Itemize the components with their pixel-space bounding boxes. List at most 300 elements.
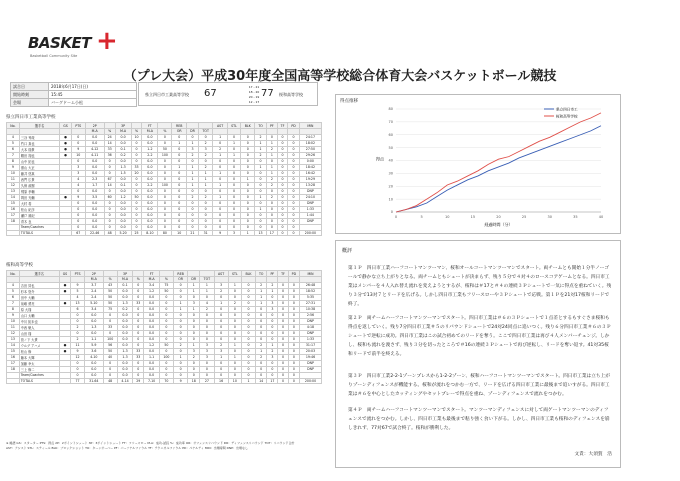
table-cell: 0 xyxy=(131,218,142,224)
column-header: 選手名 xyxy=(19,271,59,277)
table-cell: 0 xyxy=(133,342,144,348)
table-cell: 0 xyxy=(133,318,144,324)
table-cell: 20 xyxy=(131,170,142,176)
table-cell: 0 xyxy=(172,158,187,164)
table-cell: 0 xyxy=(278,372,288,378)
table-cell: 0 xyxy=(267,324,278,330)
table-cell: 0 xyxy=(242,324,256,330)
table-cell: 3 xyxy=(198,146,213,152)
table-cell: 中西 魁人 xyxy=(19,324,59,330)
table-cell: 0 xyxy=(158,188,172,194)
table-cell: 0 xyxy=(188,336,200,342)
table-cell: 29 xyxy=(133,378,144,384)
table-cell: 1 xyxy=(228,282,241,288)
summary-paragraph: 第２Ｐ 両チームハーフコートマンツーマンでスタート。四日市工業は＃６の３Ｐシュートで１点差とするもすぐさま桜和も得点を返していく。残り7分四日市工業＃５のリバウンドシュートで24対24同点に追いつく。残り６分四日市工業＃６の３Ｐシュートで逆転に成功。四日市工業はこの試合初めてのリードを奪う。ここで四日市工業は再び４人メンバーチェンジ。しかし、桜和も流れを渡さず、残り３分を切ったところで＃16の連続３Ｐシュートで再び逆転し、リードを奪い返す。41対35桜和リードで前半を終える。 xyxy=(348,316,611,357)
table-cell: 0 xyxy=(187,134,199,140)
table-cell: 0-0 xyxy=(117,372,133,378)
table-cell: 15 xyxy=(7,348,20,354)
table-cell: 1 xyxy=(213,194,227,200)
table-cell: 3 xyxy=(267,306,278,312)
table-cell: 0-0 xyxy=(85,134,104,140)
table-cell: 0-0 xyxy=(85,140,104,146)
table-cell: 0 xyxy=(278,348,288,354)
table-cell: 31-64 xyxy=(84,378,103,384)
table-cell: 0-0 xyxy=(142,134,158,140)
table-cell: 0-0 xyxy=(115,140,131,146)
table-cell: 0 xyxy=(288,366,299,372)
table-cell: 0 xyxy=(198,224,213,230)
table-cell: 0 xyxy=(288,176,299,182)
table-cell: 12 xyxy=(7,330,20,336)
table-cell: DNP xyxy=(300,330,322,336)
table-cell: 0 xyxy=(104,218,115,224)
table-cell: 0-0 xyxy=(115,158,131,164)
x-tick-label: 5 xyxy=(420,215,423,219)
table-cell: 0-0 xyxy=(85,164,104,170)
table-cell: 0 xyxy=(267,366,278,372)
table-cell: 9 xyxy=(213,230,227,236)
table-cell: 16:42 xyxy=(299,170,321,176)
column-header: PD xyxy=(288,123,299,129)
table-cell: 5 xyxy=(71,288,85,294)
table-cell: 0 xyxy=(133,324,144,330)
y-tick-label: 10 xyxy=(388,197,393,202)
table-cell: 藤井 悠真 xyxy=(19,170,59,176)
table-cell: 1 xyxy=(241,176,255,182)
table-cell: 3-7 xyxy=(84,282,103,288)
table-cell: 0 xyxy=(188,318,200,324)
table-cell: 0 xyxy=(288,152,299,158)
table-cell: 0 xyxy=(71,206,85,212)
table-cell: 0 xyxy=(172,170,187,176)
table-cell: 0 xyxy=(187,218,199,224)
table-cell: 0 xyxy=(277,152,288,158)
table-cell: 0 xyxy=(267,360,278,366)
table-cell: 3 xyxy=(267,354,278,360)
column-header: AST xyxy=(214,271,228,277)
table-cell: 0 xyxy=(255,188,267,194)
table-cell: 0-0 xyxy=(115,206,131,212)
table-cell: 16 xyxy=(7,354,20,360)
table-cell: 0 xyxy=(288,194,299,200)
table-cell: 0 xyxy=(241,140,255,146)
table-cell: 15 xyxy=(7,200,20,206)
table-cell: 2 xyxy=(255,342,266,348)
table-cell: ● xyxy=(59,300,71,306)
table-cell: 0 xyxy=(255,372,266,378)
table-cell: 70 xyxy=(159,378,173,384)
table-cell: 10 xyxy=(71,152,85,158)
table-cell: 0-0 xyxy=(85,206,104,212)
column-header: 3P xyxy=(115,123,131,129)
table-cell: 9 xyxy=(7,164,20,170)
table-cell: 2 xyxy=(266,182,277,188)
table-cell: 0 xyxy=(158,170,172,176)
table-cell: 1 xyxy=(255,348,266,354)
table-cell: 0 xyxy=(159,324,173,330)
column-header: No. xyxy=(7,271,20,277)
table-cell: 0 xyxy=(277,230,288,236)
table-cell: 1 xyxy=(266,164,277,170)
table-cell: 1-1 xyxy=(84,336,103,342)
table-cell: DNP xyxy=(299,188,321,194)
column-header: TO xyxy=(255,271,266,277)
table-cell: 0 xyxy=(241,134,255,140)
table-cell: 0 xyxy=(242,342,256,348)
table-cell: 0-0 xyxy=(144,366,160,372)
table-cell: 0 xyxy=(103,318,117,324)
table-cell: 10:38 xyxy=(300,306,322,312)
table-cell: 0 xyxy=(159,336,173,342)
table-cell: 0 xyxy=(277,146,288,152)
table-cell: 0 xyxy=(242,306,256,312)
table-cell: 0 xyxy=(131,212,142,218)
table-cell: 0 xyxy=(173,366,187,372)
table-cell: 0 xyxy=(71,218,85,224)
table-cell: 0-0 xyxy=(85,170,104,176)
table-cell: 13 xyxy=(255,230,267,236)
table-cell: 0 xyxy=(198,212,213,218)
table-cell: 0 xyxy=(187,212,199,218)
column-header: REB xyxy=(173,271,187,277)
home-team-name: 県立四日市工業高等学校 xyxy=(145,92,189,97)
table-cell: 0 xyxy=(131,182,142,188)
table-cell: 0 xyxy=(187,224,199,230)
table-cell: 1 xyxy=(214,354,228,360)
table-cell: 6 xyxy=(7,294,20,300)
table-cell: 0 xyxy=(255,360,266,366)
table-cell: 29:26 xyxy=(299,152,321,158)
table-cell: ● xyxy=(59,348,71,354)
table-cell: 10 xyxy=(172,230,187,236)
table-cell: 0 xyxy=(172,176,187,182)
column-header: MIN xyxy=(300,271,322,277)
table-cell: 0 xyxy=(173,372,187,378)
table-cell: 0-0 xyxy=(84,312,103,318)
table-cell: 0 xyxy=(288,336,299,342)
table-cell: 0 xyxy=(278,288,288,294)
table-cell: 0 xyxy=(214,318,228,324)
table-cell: 4:18 xyxy=(300,324,322,330)
table-cell: 0:00 xyxy=(299,158,321,164)
table-cell: 0 xyxy=(158,206,172,212)
table-cell: 1 xyxy=(198,176,213,182)
table-cell: 9 xyxy=(7,312,20,318)
table-cell: 1-2 xyxy=(144,288,160,294)
table-cell: 0-0 xyxy=(142,176,158,182)
table-cell: 0 xyxy=(213,224,227,230)
table-cell: 0 xyxy=(172,146,187,152)
table-cell: 2 xyxy=(266,146,277,152)
table-cell: 1 xyxy=(173,306,187,312)
table-cell: 0 xyxy=(288,182,299,188)
column-header: 2P xyxy=(85,123,104,129)
table-cell: 20:03 xyxy=(300,348,322,354)
table-cell: 0 xyxy=(188,312,200,318)
table-cell: 0 xyxy=(255,182,267,188)
table-cell: 80 xyxy=(158,230,172,236)
table-cell: 0 xyxy=(131,200,142,206)
table-cell: 19:46 xyxy=(300,354,322,360)
table-cell: 0 xyxy=(277,194,288,200)
table-cell: 100 xyxy=(103,336,117,342)
info-row xyxy=(11,83,137,91)
table-cell: 2 xyxy=(213,146,227,152)
table-cell: 0 xyxy=(104,170,115,176)
table-cell: 0 xyxy=(228,372,241,378)
column-header: TO xyxy=(255,123,267,129)
table-cell: 13 xyxy=(71,300,85,306)
table-row xyxy=(7,378,322,384)
table-cell: 4 xyxy=(200,300,214,306)
table-cell: 4 xyxy=(7,282,20,288)
table-cell: 0 xyxy=(241,182,255,188)
table-cell: 0 xyxy=(242,312,256,318)
column-header: BLK xyxy=(241,123,255,129)
table-cell: 2 xyxy=(71,336,85,342)
table-cell: DNP xyxy=(299,218,321,224)
table-cell: 0 xyxy=(158,200,172,206)
x-tick-label: 40 xyxy=(598,215,604,219)
table-cell: 1 xyxy=(255,194,267,200)
series-line xyxy=(396,113,601,212)
table-cell: 1-7 xyxy=(85,182,104,188)
table-cell: 0 xyxy=(228,318,241,324)
table-cell: 0 xyxy=(288,360,299,366)
table-cell: 27:31 xyxy=(300,300,322,306)
table-cell: 0 xyxy=(104,200,115,206)
table-cell: 0-0 xyxy=(84,372,103,378)
table-cell: 1-3 xyxy=(117,348,133,354)
table-cell: 0 xyxy=(228,348,241,354)
table-cell: 1 xyxy=(213,134,227,140)
table-cell: 11 xyxy=(7,176,20,182)
table-cell: 0 xyxy=(200,324,214,330)
table-cell: 75 xyxy=(103,306,117,312)
quarter-score: 17 - 21 xyxy=(248,85,260,89)
table-cell: 2-4 xyxy=(84,294,103,300)
table-cell: 0 xyxy=(288,200,299,206)
table-cell: ● xyxy=(59,342,71,348)
table-cell: 10 xyxy=(7,318,20,324)
table-cell: 0-0 xyxy=(115,134,131,140)
table-cell: 0 xyxy=(104,224,115,230)
table-cell: 1 xyxy=(255,288,266,294)
table-cell: 40 xyxy=(103,354,117,360)
table-cell: 3 xyxy=(187,146,199,152)
table-cell: 0 xyxy=(200,330,214,336)
table-cell: 0-0 xyxy=(142,140,158,146)
table-cell: 0 xyxy=(159,300,173,306)
table-cell xyxy=(7,230,20,236)
table-cell: 0 xyxy=(277,164,288,170)
table-cell: 17 xyxy=(7,360,20,366)
table-cell: 0-0 xyxy=(115,176,131,182)
table-cell: 0 xyxy=(266,212,277,218)
table-cell: 5 xyxy=(7,288,20,294)
table-cell: 5-9 xyxy=(84,342,103,348)
table-cell: 0 xyxy=(131,158,142,164)
column-header: PTS xyxy=(71,123,85,129)
column-header: No. xyxy=(7,123,20,129)
table-cell: 久保 政樹 xyxy=(19,182,59,188)
table-cell: 0 xyxy=(277,140,288,146)
y-tick-label: 20 xyxy=(388,184,393,189)
table-cell: 0-0 xyxy=(144,330,160,336)
table-cell: 1-3 xyxy=(115,164,131,170)
table-cell: 1 xyxy=(188,306,200,312)
table-cell: 0 xyxy=(241,158,255,164)
table-cell: TOTALS xyxy=(19,230,59,236)
column-header: FT xyxy=(142,123,158,129)
table-cell: 2:56 xyxy=(300,312,322,318)
away-score: 77 xyxy=(261,88,274,99)
table-cell: 0 xyxy=(158,218,172,224)
table-cell: 岡田 光輔 xyxy=(19,194,59,200)
table-cell: 0 xyxy=(131,176,142,182)
table-cell: 3 xyxy=(267,300,278,306)
table-cell: 0 xyxy=(213,212,227,218)
table-cell: 1 xyxy=(227,152,241,158)
table-cell: 0 xyxy=(242,288,256,294)
table-cell: 1 xyxy=(255,140,267,146)
table-cell: 0 xyxy=(131,224,142,230)
table-cell: 0 xyxy=(198,200,213,206)
column-header: 2P xyxy=(84,271,103,277)
table-cell: 0 xyxy=(172,218,187,224)
table-cell: 0 xyxy=(213,176,227,182)
table-cell: 0 xyxy=(267,294,278,300)
abbreviation-note: ※ 略語 GS：スターター PTS：得点 2P：2ポイントシュート 3P：3ポイントシュート FT：フリースロー M-A：成功-試投 %：成功率 OR：オフェンスリバウンド DR：ディフェンスリバウンド TOT：リバウンド合計 AST：アシスト STL：スティール BLK：ブロックショット TO：ターンオーバー PF：パーソナルファウル TF：テクニカルファウル PD：ペナルティ MIN：出場時間 DNP：出場なし xyxy=(6,441,295,450)
site-logo[interactable] xyxy=(28,26,118,62)
table-cell: 100 xyxy=(158,152,172,158)
logo-subtitle: Basketball Community Site xyxy=(30,54,78,58)
table-cell: 0 xyxy=(71,312,85,318)
table-cell: 0 xyxy=(198,218,213,224)
table-cell: 0 xyxy=(172,200,187,206)
table-cell: 0 xyxy=(133,372,144,378)
table-cell: 0-0 xyxy=(85,158,104,164)
x-tick-label: 0 xyxy=(394,215,398,219)
table-cell: 1:33 xyxy=(299,206,321,212)
table-cell: 0 xyxy=(188,294,200,300)
info-row xyxy=(11,99,137,107)
table-cell: 22-46 xyxy=(85,230,104,236)
table-cell: 0 xyxy=(71,134,85,140)
table-cell: 鶴田 翔也 xyxy=(19,152,59,158)
column-header: PF xyxy=(267,271,278,277)
table-cell: 4 xyxy=(71,294,85,300)
table-cell: 27:50 xyxy=(299,146,321,152)
table-cell: 6 xyxy=(7,146,20,152)
table-cell: 0 xyxy=(172,194,187,200)
column-subheader: TOT xyxy=(200,277,214,283)
table-cell: 0 xyxy=(255,224,267,230)
table-cell: 0 xyxy=(173,318,187,324)
table-cell: 50 xyxy=(158,146,172,152)
table-cell: DNP xyxy=(299,200,321,206)
table-cell: 0 xyxy=(277,206,288,212)
table-cell: 0 xyxy=(242,282,256,288)
table-cell: 33 xyxy=(133,354,144,360)
table-cell: 0-0 xyxy=(117,324,133,330)
table-cell: 0 xyxy=(133,288,144,294)
table-cell: 1 xyxy=(213,182,227,188)
table-cell: 0 xyxy=(242,330,256,336)
table-cell: 24:10 xyxy=(299,194,321,200)
table-cell xyxy=(60,230,72,236)
table-cell: 1-5 xyxy=(115,170,131,176)
table-cell: 0 xyxy=(104,212,115,218)
table-cell: 7 xyxy=(7,300,20,306)
table-cell: 0 xyxy=(214,294,228,300)
table-cell: 0 xyxy=(198,188,213,194)
table-cell: 0 xyxy=(214,336,228,342)
table-cell: 0 xyxy=(227,146,241,152)
table-cell: 0 xyxy=(255,218,267,224)
quarter-score: 18 - 20 xyxy=(248,90,260,94)
table-cell: 0-0 xyxy=(85,218,104,224)
table-cell: 67 xyxy=(71,230,85,236)
table-cell: 2 xyxy=(187,194,199,200)
table-cell: 0 xyxy=(242,318,256,324)
table-cell: 0 xyxy=(266,206,277,212)
table-cell: 0-0 xyxy=(85,212,104,218)
table-cell: 33 xyxy=(103,324,117,330)
table-cell: 0-0 xyxy=(85,224,104,230)
table-cell: 6 xyxy=(71,306,85,312)
table-cell: 0 xyxy=(227,194,241,200)
column-header: BLK xyxy=(242,271,256,277)
table-cell: 0 xyxy=(267,312,278,318)
table-cell xyxy=(59,378,71,384)
table-cell: 0 xyxy=(188,372,200,378)
table-cell: 0 xyxy=(200,360,214,366)
table-cell: 0 xyxy=(278,336,288,342)
table-cell: 0 xyxy=(200,318,214,324)
table-cell: 0 xyxy=(172,188,187,194)
table-cell: DNP xyxy=(300,318,322,324)
table-cell: 0-0 xyxy=(144,312,160,318)
table-cell: 0 xyxy=(288,134,299,140)
table-cell: 0 xyxy=(288,354,299,360)
table-cell: 0 xyxy=(159,312,173,318)
summary-author: 文責：大須賀 浩 xyxy=(574,452,612,457)
column-subheader: % xyxy=(158,129,172,135)
logo-wordmark: BASKET xyxy=(28,34,91,52)
info-key: 会場 xyxy=(11,99,49,107)
table-cell: 2 xyxy=(255,152,267,158)
table-cell: 0 xyxy=(158,158,172,164)
table-cell: 0 xyxy=(214,372,228,378)
table-cell: 0 xyxy=(228,360,241,366)
y-tick-label: 40 xyxy=(388,158,393,163)
table-cell: 2-3 xyxy=(85,176,104,182)
table-cell: 25 xyxy=(131,230,142,236)
table-cell: 48 xyxy=(103,378,117,384)
table-cell: 0 xyxy=(200,294,214,300)
table-cell: 0 xyxy=(71,318,85,324)
table-cell: 2 xyxy=(187,152,199,158)
table-cell: 0 xyxy=(278,378,288,384)
table-cell: 50 xyxy=(103,294,117,300)
table-cell: 8-10 xyxy=(142,230,158,236)
table-cell: 菅ノ下 大貴 xyxy=(19,336,59,342)
table-cell: 0 xyxy=(104,206,115,212)
table-cell: 0 xyxy=(71,212,85,218)
table-cell: 0 xyxy=(187,206,199,212)
column-subheader: M-A xyxy=(142,129,158,135)
